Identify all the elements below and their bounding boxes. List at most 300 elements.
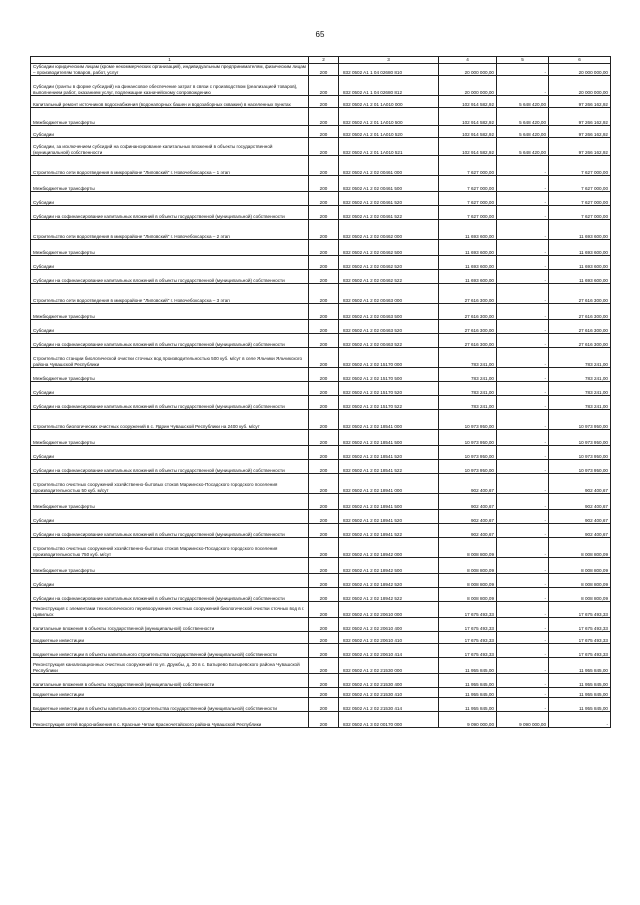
- row-section-cell: 200: [309, 538, 339, 558]
- row-name-cell: Реконструкция канализационных очистных сооружений по ул. Дружбы, д. 30 в с. Батырево Батыревского района Чувашской Республики: [31, 658, 309, 674]
- row-code-cell: 832 0502 A1 2 01 1A010 521: [339, 138, 439, 156]
- row-total-cell: -: [549, 712, 611, 728]
- row-code-cell: 832 0502 A1 2 02 15170 522: [339, 396, 439, 410]
- row-change-cell: -: [497, 396, 549, 410]
- table-row: [31, 446, 611, 460]
- row-code-cell: 832 0502 A1 2 02 18942 522: [339, 588, 439, 602]
- row-code-cell: 832 0502 A1 2 02 21530 000: [339, 658, 439, 674]
- row-name-cell: Строительство сети водоотведения в микрорайоне "Липовский" г. Новочебоксарска – 1 этап: [31, 156, 309, 176]
- row-section-cell: 200: [309, 698, 339, 712]
- row-code-cell: 832 0502 A1 2 02 20610 400: [339, 618, 439, 632]
- row-change-cell: -: [497, 304, 549, 320]
- row-total-cell: 10 973 950,00: [549, 446, 611, 460]
- row-change-cell: -: [497, 256, 549, 270]
- table-row: [31, 108, 611, 126]
- row-section-cell: 200: [309, 574, 339, 588]
- table-row: [31, 348, 611, 368]
- row-total-cell: 17 675 493,33: [549, 602, 611, 618]
- row-total-cell: 783 241,00: [549, 396, 611, 410]
- row-change-cell: -: [497, 368, 549, 382]
- column-header: 4: [439, 57, 497, 64]
- row-amount-cell: 17 675 493,33: [439, 644, 497, 658]
- row-section-cell: 200: [309, 382, 339, 396]
- row-change-cell: -: [497, 632, 549, 644]
- row-amount-cell: 27 616 300,00: [439, 304, 497, 320]
- row-amount-cell: 7 627 000,00: [439, 156, 497, 176]
- column-header: 5: [497, 57, 549, 64]
- row-code-cell: 832 0502 A1 1 04 02680 812: [339, 76, 439, 96]
- row-total-cell: 11 693 600,00: [549, 270, 611, 284]
- row-section-cell: 200: [309, 64, 339, 76]
- row-code-cell: 832 0502 A1 2 02 18941 500: [339, 494, 439, 510]
- row-code-cell: 832 0502 A1 2 02 18541 520: [339, 446, 439, 460]
- row-name-cell: Субсидии: [31, 574, 309, 588]
- row-amount-cell: 783 241,00: [439, 348, 497, 368]
- row-name-cell: Субсидии юридическим лицам (кроме некоммерческих организаций), индивидуальным предпринимателям, физическим лицам – производителям товаров, работ, услуг: [31, 64, 309, 76]
- row-change-cell: 5 648 420,00: [497, 138, 549, 156]
- row-code-cell: 832 0502 A1 2 02 00461 500: [339, 176, 439, 192]
- column-header: 2: [309, 57, 339, 64]
- row-change-cell: -: [497, 76, 549, 96]
- row-total-cell: 17 675 493,33: [549, 632, 611, 644]
- row-section-cell: 200: [309, 602, 339, 618]
- row-amount-cell: 27 616 300,00: [439, 320, 497, 334]
- row-amount-cell: 11 693 600,00: [439, 256, 497, 270]
- row-code-cell: 832 0502 A1 2 02 18541 500: [339, 430, 439, 446]
- table-row: [31, 334, 611, 348]
- row-section-cell: 200: [309, 284, 339, 304]
- row-name-cell: Межбюджетные трансферты: [31, 368, 309, 382]
- row-change-cell: -: [497, 602, 549, 618]
- table-row: [31, 206, 611, 220]
- row-amount-cell: 11 693 600,00: [439, 240, 497, 256]
- row-code-cell: 832 0502 A1 2 02 15170 000: [339, 348, 439, 368]
- row-code-cell: 832 0502 A1 2 02 00463 500: [339, 304, 439, 320]
- row-section-cell: 200: [309, 588, 339, 602]
- row-change-cell: -: [497, 382, 549, 396]
- row-amount-cell: 27 616 300,00: [439, 334, 497, 348]
- row-section-cell: 200: [309, 494, 339, 510]
- row-code-cell: 832 0502 A1 2 01 1A010 520: [339, 126, 439, 138]
- row-code-cell: 832 0502 A1 2 02 20610 414: [339, 644, 439, 658]
- table-row: [31, 270, 611, 284]
- table-row: [31, 712, 611, 728]
- row-change-cell: 5 648 420,00: [497, 108, 549, 126]
- row-amount-cell: 102 914 582,92: [439, 108, 497, 126]
- row-section-cell: 200: [309, 368, 339, 382]
- table-row: [31, 192, 611, 206]
- table-row: [31, 618, 611, 632]
- row-change-cell: -: [497, 206, 549, 220]
- row-name-cell: Реконструкция сетей водоснабжения в с. Красные Четаи Красночетайского района Чувашской Республики: [31, 712, 309, 728]
- row-name-cell: Межбюджетные трансферты: [31, 240, 309, 256]
- table-row: [31, 524, 611, 538]
- row-total-cell: 11 693 600,00: [549, 220, 611, 240]
- row-section-cell: 200: [309, 688, 339, 698]
- row-code-cell: 832 0502 A1 2 02 00461 000: [339, 156, 439, 176]
- row-amount-cell: 10 973 950,00: [439, 410, 497, 430]
- row-code-cell: 832 0502 A1 2 02 18942 500: [339, 558, 439, 574]
- row-section-cell: 200: [309, 558, 339, 574]
- row-change-cell: -: [497, 284, 549, 304]
- row-code-cell: 832 0502 A1 2 02 00462 520: [339, 256, 439, 270]
- table-row: [31, 304, 611, 320]
- row-section-cell: 200: [309, 96, 339, 108]
- row-section-cell: 200: [309, 108, 339, 126]
- row-name-cell: Строительство очистных сооружений хозяйственно-бытовых стоков Мариинско-Посадского городского поселения производительностью 750 куб. м/сут: [31, 538, 309, 558]
- row-amount-cell: 8 008 800,09: [439, 574, 497, 588]
- row-total-cell: 8 008 800,09: [549, 574, 611, 588]
- row-code-cell: 832 0502 A1 2 01 1A010 500: [339, 108, 439, 126]
- row-total-cell: 783 241,00: [549, 348, 611, 368]
- row-code-cell: 832 0502 A1 2 02 18942 000: [339, 538, 439, 558]
- row-total-cell: 17 675 493,33: [549, 644, 611, 658]
- row-amount-cell: 20 000 000,00: [439, 76, 497, 96]
- row-name-cell: Реконструкция с элементами технологического перевооружения очистных сооружений биологической очистки сточных вод в г. Цивильск: [31, 602, 309, 618]
- row-total-cell: 97 266 162,92: [549, 138, 611, 156]
- row-name-cell: Субсидии: [31, 256, 309, 270]
- row-change-cell: -: [497, 474, 549, 494]
- row-total-cell: 10 973 950,00: [549, 410, 611, 430]
- row-amount-cell: 102 914 582,92: [439, 126, 497, 138]
- row-change-cell: -: [497, 348, 549, 368]
- row-amount-cell: 102 914 582,92: [439, 96, 497, 108]
- row-change-cell: -: [497, 494, 549, 510]
- row-amount-cell: 7 627 000,00: [439, 192, 497, 206]
- row-name-cell: Субсидии на софинансирование капитальных вложений в объекты государственной (муниципальной) собственности: [31, 396, 309, 410]
- row-code-cell: 832 0502 A1 2 02 18541 000: [339, 410, 439, 430]
- row-code-cell: 832 0502 A1 2 02 00462 500: [339, 240, 439, 256]
- row-amount-cell: 102 914 582,92: [439, 138, 497, 156]
- row-section-cell: 200: [309, 334, 339, 348]
- table-row: [31, 494, 611, 510]
- row-code-cell: 832 0502 A1 2 02 18942 520: [339, 574, 439, 588]
- table-body: [31, 64, 611, 728]
- table-row: [31, 382, 611, 396]
- row-code-cell: 832 0502 A1 2 02 00463 522: [339, 334, 439, 348]
- row-code-cell: 832 0502 A1 2 02 18941 522: [339, 524, 439, 538]
- row-total-cell: 27 616 300,00: [549, 334, 611, 348]
- row-change-cell: -: [497, 410, 549, 430]
- row-section-cell: 200: [309, 510, 339, 524]
- row-change-cell: -: [497, 524, 549, 538]
- row-total-cell: 97 266 162,92: [549, 108, 611, 126]
- row-name-cell: Капитальные вложения в объекты государственной (муниципальной) собственности: [31, 674, 309, 688]
- row-amount-cell: 902 400,67: [439, 524, 497, 538]
- row-name-cell: Субсидии: [31, 126, 309, 138]
- budget-table: [30, 56, 611, 728]
- row-amount-cell: 11 955 845,00: [439, 688, 497, 698]
- row-name-cell: Капитальные вложения в объекты государственной (муниципальной) собственности: [31, 618, 309, 632]
- row-total-cell: 11 955 845,00: [549, 698, 611, 712]
- row-change-cell: -: [497, 688, 549, 698]
- row-name-cell: Субсидии: [31, 510, 309, 524]
- row-amount-cell: 902 400,67: [439, 474, 497, 494]
- row-name-cell: Межбюджетные трансферты: [31, 304, 309, 320]
- row-amount-cell: 8 008 800,09: [439, 588, 497, 602]
- row-code-cell: 832 0502 A1 2 02 00461 522: [339, 206, 439, 220]
- row-name-cell: Межбюджетные трансферты: [31, 430, 309, 446]
- row-total-cell: 11 693 600,00: [549, 240, 611, 256]
- row-name-cell: Субсидии: [31, 446, 309, 460]
- row-amount-cell: 11 955 845,00: [439, 658, 497, 674]
- row-change-cell: -: [497, 240, 549, 256]
- row-total-cell: 902 400,67: [549, 474, 611, 494]
- row-total-cell: 27 616 300,00: [549, 320, 611, 334]
- table-row: [31, 284, 611, 304]
- row-code-cell: 832 0502 A1 2 02 00462 000: [339, 220, 439, 240]
- row-total-cell: 902 400,67: [549, 510, 611, 524]
- row-section-cell: 200: [309, 256, 339, 270]
- row-name-cell: Капитальный ремонт источников водоснабжения (водонапорных башен и водозаборных скважин) в населенных пунктах: [31, 96, 309, 108]
- row-name-cell: Бюджетные инвестиции: [31, 632, 309, 644]
- row-section-cell: 200: [309, 192, 339, 206]
- table-row: [31, 644, 611, 658]
- column-header: 6: [549, 57, 611, 64]
- row-name-cell: Субсидии на софинансирование капитальных вложений в объекты государственной (муниципальной) собственности: [31, 206, 309, 220]
- row-section-cell: 200: [309, 460, 339, 474]
- table-row: [31, 138, 611, 156]
- row-section-cell: 200: [309, 76, 339, 96]
- row-amount-cell: 27 616 300,00: [439, 284, 497, 304]
- table-row: [31, 96, 611, 108]
- table-row: [31, 574, 611, 588]
- row-section-cell: 200: [309, 348, 339, 368]
- row-amount-cell: 10 973 950,00: [439, 446, 497, 460]
- row-code-cell: 832 0502 A1 2 02 18541 522: [339, 460, 439, 474]
- table-row: [31, 156, 611, 176]
- row-change-cell: -: [497, 446, 549, 460]
- row-code-cell: 832 0502 A1 2 02 21530 410: [339, 688, 439, 698]
- row-name-cell: Субсидии на софинансирование капитальных вложений в объекты государственной (муниципальной) собственности: [31, 270, 309, 284]
- row-total-cell: 7 627 000,00: [549, 206, 611, 220]
- row-total-cell: 7 627 000,00: [549, 176, 611, 192]
- table-row: [31, 558, 611, 574]
- table-row: [31, 410, 611, 430]
- table-row: [31, 240, 611, 256]
- row-name-cell: Строительство сети водоотведения в микрорайоне "Липовский" г. Новочебоксарска – 2 этап: [31, 220, 309, 240]
- row-code-cell: 832 0502 A1 2 02 15170 500: [339, 368, 439, 382]
- row-section-cell: 200: [309, 320, 339, 334]
- row-code-cell: 832 0502 A1 2 02 20610 410: [339, 632, 439, 644]
- row-change-cell: -: [497, 538, 549, 558]
- row-change-cell: 5 648 420,00: [497, 126, 549, 138]
- row-name-cell: Субсидии на софинансирование капитальных вложений в объекты государственной (муниципальной) собственности: [31, 588, 309, 602]
- row-name-cell: Межбюджетные трансферты: [31, 108, 309, 126]
- row-section-cell: 200: [309, 176, 339, 192]
- row-change-cell: -: [497, 334, 549, 348]
- row-section-cell: 200: [309, 270, 339, 284]
- table-row: [31, 588, 611, 602]
- row-name-cell: Субсидии (гранты в форме субсидий) на финансовое обеспечение затрат в связи с производством (реализацией товаров), выполнением работ, оказанием услуг, подлежащие казначейскому сопровождению: [31, 76, 309, 96]
- table-row: [31, 460, 611, 474]
- row-name-cell: Межбюджетные трансферты: [31, 494, 309, 510]
- row-change-cell: -: [497, 658, 549, 674]
- row-change-cell: -: [497, 430, 549, 446]
- table-row: [31, 674, 611, 688]
- row-name-cell: Бюджетные инвестиции в объекты капитального строительства государственной (муниципальной) собственности: [31, 698, 309, 712]
- row-section-cell: 200: [309, 410, 339, 430]
- row-amount-cell: 783 241,00: [439, 368, 497, 382]
- table-row: [31, 602, 611, 618]
- row-total-cell: 11 955 845,00: [549, 674, 611, 688]
- row-change-cell: -: [497, 588, 549, 602]
- row-change-cell: 5 648 420,00: [497, 96, 549, 108]
- row-amount-cell: 17 675 493,33: [439, 632, 497, 644]
- table-row: [31, 396, 611, 410]
- row-amount-cell: 11 955 845,00: [439, 698, 497, 712]
- row-amount-cell: 17 675 493,33: [439, 602, 497, 618]
- row-section-cell: 200: [309, 618, 339, 632]
- row-amount-cell: 10 973 950,00: [439, 460, 497, 474]
- row-name-cell: Строительство станции биологической очистки сточных вод производительностью 500 куб. м/сут в селе Яльчики Яльчикского района Чувашской Республики: [31, 348, 309, 368]
- table-row: [31, 76, 611, 96]
- row-total-cell: 97 266 162,92: [549, 126, 611, 138]
- row-name-cell: Строительство сети водоотведения в микрорайоне "Липовский" г. Новочебоксарска – 3 этап: [31, 284, 309, 304]
- table-row: [31, 256, 611, 270]
- column-header: 1: [31, 57, 309, 64]
- row-section-cell: 200: [309, 396, 339, 410]
- row-section-cell: 200: [309, 658, 339, 674]
- row-name-cell: Строительство очистных сооружений хозяйственно-бытовых стоков Мариинско-Посадского городского поселения производительностью 50 куб. м/сут: [31, 474, 309, 494]
- row-change-cell: -: [497, 644, 549, 658]
- row-code-cell: 832 0502 A1 2 02 00462 522: [339, 270, 439, 284]
- row-change-cell: -: [497, 156, 549, 176]
- row-change-cell: -: [497, 220, 549, 240]
- row-change-cell: -: [497, 192, 549, 206]
- row-name-cell: Межбюджетные трансферты: [31, 558, 309, 574]
- row-code-cell: 832 0502 A1 2 02 15170 520: [339, 382, 439, 396]
- row-section-cell: 200: [309, 446, 339, 460]
- row-section-cell: 200: [309, 674, 339, 688]
- row-amount-cell: 10 973 950,00: [439, 430, 497, 446]
- row-section-cell: 200: [309, 474, 339, 494]
- table-row: [31, 64, 611, 76]
- row-total-cell: 11 955 845,00: [549, 658, 611, 674]
- row-code-cell: 832 0502 A1 2 02 21530 400: [339, 674, 439, 688]
- table-row: [31, 320, 611, 334]
- row-change-cell: -: [497, 558, 549, 574]
- row-total-cell: 27 616 300,00: [549, 284, 611, 304]
- row-amount-cell: 8 008 800,09: [439, 558, 497, 574]
- table-row: [31, 688, 611, 698]
- table-row: [31, 126, 611, 138]
- row-code-cell: 832 0502 A1 1 04 02680 810: [339, 64, 439, 76]
- row-name-cell: Субсидии, за исключением субсидий на софинансирование капитальных вложений в объекты государственной (муниципальной) собственности: [31, 138, 309, 156]
- row-total-cell: 902 400,67: [549, 494, 611, 510]
- row-section-cell: 200: [309, 644, 339, 658]
- row-total-cell: 7 627 000,00: [549, 156, 611, 176]
- row-change-cell: -: [497, 64, 549, 76]
- row-code-cell: 832 0502 A1 2 02 00463 000: [339, 284, 439, 304]
- row-change-cell: -: [497, 320, 549, 334]
- row-total-cell: 11 955 845,00: [549, 688, 611, 698]
- row-name-cell: Субсидии на софинансирование капитальных вложений в объекты государственной (муниципальной) собственности: [31, 334, 309, 348]
- row-name-cell: Межбюджетные трансферты: [31, 176, 309, 192]
- row-change-cell: -: [497, 618, 549, 632]
- row-amount-cell: 7 627 000,00: [439, 176, 497, 192]
- row-name-cell: Субсидии: [31, 192, 309, 206]
- row-total-cell: 20 000 000,00: [549, 76, 611, 96]
- row-total-cell: 10 973 950,00: [549, 430, 611, 446]
- row-code-cell: 832 0502 A1 3 02 00170 000: [339, 712, 439, 728]
- row-total-cell: 8 008 800,09: [549, 538, 611, 558]
- row-name-cell: Субсидии на софинансирование капитальных вложений в объекты государственной (муниципальной) собственности: [31, 460, 309, 474]
- row-change-cell: -: [497, 460, 549, 474]
- row-section-cell: 200: [309, 138, 339, 156]
- table-row: [31, 632, 611, 644]
- row-section-cell: 200: [309, 524, 339, 538]
- row-code-cell: 832 0502 A1 2 02 00463 520: [339, 320, 439, 334]
- row-change-cell: -: [497, 510, 549, 524]
- table-row: [31, 538, 611, 558]
- row-amount-cell: 9 090 000,00: [439, 712, 497, 728]
- row-section-cell: 200: [309, 430, 339, 446]
- table-row: [31, 176, 611, 192]
- row-change-cell: 9 090 000,00: [497, 712, 549, 728]
- row-name-cell: Бюджетные инвестиции: [31, 688, 309, 698]
- row-total-cell: 7 627 000,00: [549, 192, 611, 206]
- row-section-cell: 200: [309, 126, 339, 138]
- row-total-cell: 8 008 800,09: [549, 558, 611, 574]
- row-section-cell: 200: [309, 712, 339, 728]
- row-name-cell: Субсидии: [31, 320, 309, 334]
- row-amount-cell: 11 955 845,00: [439, 674, 497, 688]
- row-amount-cell: 7 627 000,00: [439, 206, 497, 220]
- row-amount-cell: 17 675 493,33: [439, 618, 497, 632]
- row-code-cell: 832 0502 A1 2 02 18941 000: [339, 474, 439, 494]
- row-amount-cell: 8 008 800,09: [439, 538, 497, 558]
- row-change-cell: -: [497, 574, 549, 588]
- page-number: 65: [315, 30, 325, 39]
- row-amount-cell: 20 000 000,00: [439, 64, 497, 76]
- row-section-cell: 200: [309, 632, 339, 644]
- row-total-cell: 783 241,00: [549, 368, 611, 382]
- table-row: [31, 698, 611, 712]
- row-total-cell: 902 400,67: [549, 524, 611, 538]
- row-amount-cell: 11 693 600,00: [439, 270, 497, 284]
- table-row: [31, 430, 611, 446]
- column-number-header-row: [31, 57, 611, 64]
- row-code-cell: 832 0502 A1 2 02 20610 000: [339, 602, 439, 618]
- row-total-cell: 20 000 000,00: [549, 64, 611, 76]
- row-total-cell: 27 616 300,00: [549, 304, 611, 320]
- row-total-cell: 97 266 162,92: [549, 96, 611, 108]
- row-code-cell: 832 0502 A1 2 02 21530 414: [339, 698, 439, 712]
- table-row: [31, 510, 611, 524]
- row-section-cell: 200: [309, 156, 339, 176]
- table-row: [31, 474, 611, 494]
- row-amount-cell: 783 241,00: [439, 382, 497, 396]
- row-change-cell: -: [497, 176, 549, 192]
- table-row: [31, 368, 611, 382]
- table-row: [31, 658, 611, 674]
- column-header: 3: [339, 57, 439, 64]
- row-total-cell: 17 675 493,33: [549, 618, 611, 632]
- row-change-cell: -: [497, 698, 549, 712]
- row-amount-cell: 902 400,67: [439, 494, 497, 510]
- row-amount-cell: 11 693 600,00: [439, 220, 497, 240]
- row-name-cell: Субсидии на софинансирование капитальных вложений в объекты государственной (муниципальной) собственности: [31, 524, 309, 538]
- row-name-cell: Строительство биологических очистных сооружений в с. Ядрин Чувашской Республики на 2400 куб. м/сут: [31, 410, 309, 430]
- row-section-cell: 200: [309, 220, 339, 240]
- row-total-cell: 783 241,00: [549, 382, 611, 396]
- row-total-cell: 11 693 600,00: [549, 256, 611, 270]
- row-amount-cell: 783 241,00: [439, 396, 497, 410]
- row-amount-cell: 902 400,67: [439, 510, 497, 524]
- row-section-cell: 200: [309, 240, 339, 256]
- row-code-cell: 832 0502 A1 2 02 00461 520: [339, 192, 439, 206]
